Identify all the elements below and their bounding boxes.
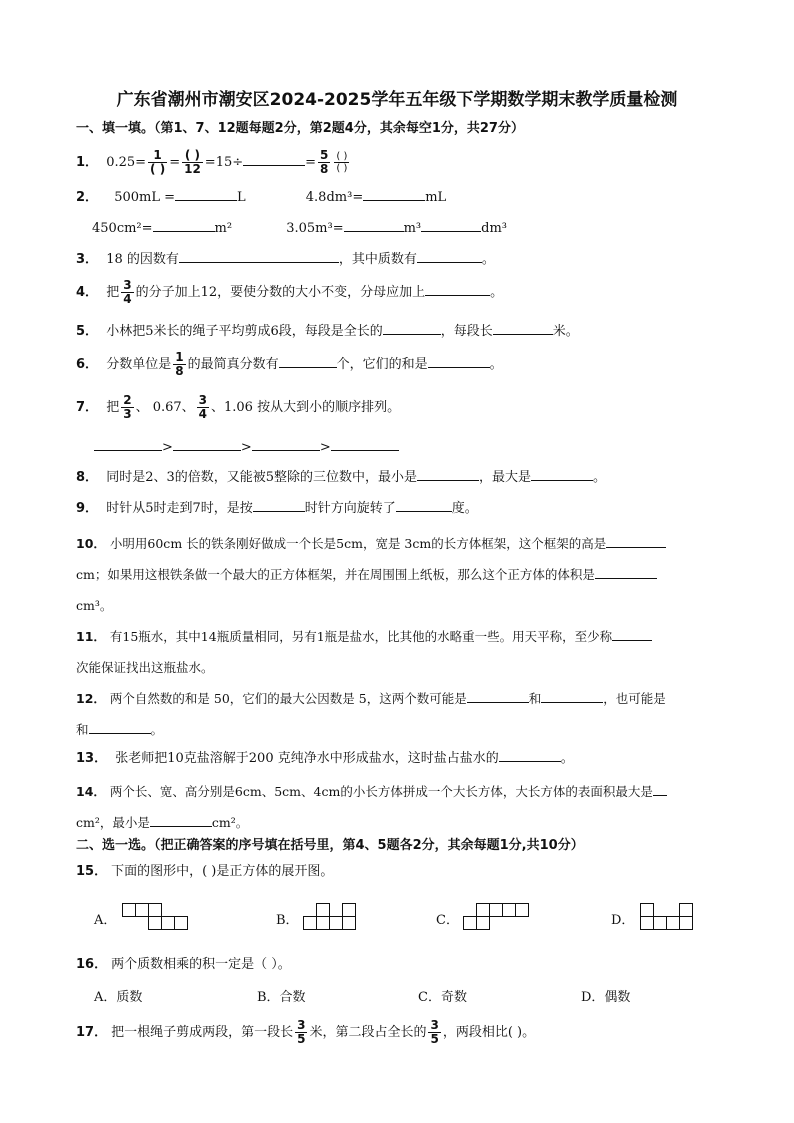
fraction: $\frac{5}{8}$	[320, 148, 329, 176]
answer-blank[interactable]	[531, 466, 593, 481]
question-5: 5． 小林把5米长的绳子平均剪成6段，每段是全长的 ，每段长 米。	[76, 320, 744, 342]
option-label-c[interactable]: C．	[436, 913, 459, 928]
question-14: 14． 两个长、宽、高分别是6cm、5cm、4cm的小长方体拼成一个大长方体，大长方体的表面积最大是 cm²，最小是 cm²。	[76, 776, 744, 838]
answer-blank[interactable]	[612, 626, 652, 641]
answer-blank[interactable]	[396, 497, 452, 512]
answer-blank[interactable]	[253, 497, 305, 512]
question-number: 4．	[76, 285, 99, 300]
question-9: 9． 时针从5时走到7时，是按 时针方向旋转了 度。	[76, 497, 744, 519]
answer-blank[interactable]	[363, 186, 425, 201]
option-c[interactable]: C．奇数	[418, 990, 467, 1005]
question-number: 16．	[76, 957, 108, 972]
option-label-a[interactable]: A．	[94, 913, 117, 928]
question-number: 5．	[76, 324, 99, 339]
cube-net-b[interactable]	[303, 903, 363, 933]
question-number: 1．	[76, 155, 99, 170]
question-number: 14．	[76, 784, 106, 799]
question-12: 12． 两个自然数的和是 50，它们的最大公因数是 5，这两个数可能是 和 ，也可能是 和 。	[76, 683, 744, 745]
answer-blank[interactable]	[279, 353, 337, 368]
cube-net-d[interactable]	[640, 903, 700, 933]
question-16: 16． 两个质数相乘的积一定是（ ）。	[76, 957, 291, 972]
question-6: 6． 分数单位是 $\frac{1}{8}$ 的最简真分数有 个，它们的和是 。	[76, 350, 503, 378]
question-4: 4． 把 $\frac{3}{4}$ 的分子加上12，要使分数的大小不变，分母应加上 。	[76, 278, 504, 306]
question-15: 15． 下面的图形中，( )是正方体的展开图。	[76, 864, 334, 879]
question-number: 17．	[76, 1025, 108, 1040]
fraction: $\frac{1}{( )}$	[150, 148, 166, 176]
question-number: 8．	[76, 470, 99, 485]
question-number: 13．	[76, 751, 108, 766]
answer-blank[interactable]	[425, 281, 490, 296]
answer-blank[interactable]	[499, 747, 561, 762]
answer-blank[interactable]	[606, 533, 666, 548]
answer-blank[interactable]	[595, 564, 657, 579]
answer-blank[interactable]	[421, 217, 481, 232]
option-b[interactable]: B．合数	[257, 990, 306, 1005]
question-number: 15．	[76, 864, 108, 879]
answer-blank[interactable]	[383, 320, 441, 335]
question-number: 3．	[76, 252, 99, 267]
question-number: 10．	[76, 536, 106, 551]
question-7-answer-line: > > >	[94, 436, 744, 458]
section-1-heading: 一、填一填。（第1、7、12题每题2分，第2题4分，其余每空1分，共27分）	[76, 121, 524, 136]
answer-blank[interactable]	[417, 466, 479, 481]
answer-blank[interactable]	[428, 353, 490, 368]
page-title: 广东省潮州市潮安区2024-2025学年五年级下学期数学期末教学质量检测	[116, 90, 678, 110]
question-13: 13． 张老师把10克盐溶解于200 克纯净水中形成盐水，这时盐占盐水的 。	[76, 747, 744, 769]
answer-blank[interactable]	[153, 217, 215, 232]
section-2-heading: 二、选一选。（把正确答案的序号填在括号里，第4、5题各2分，其余每题1分,共10分）	[76, 838, 584, 853]
answer-blank[interactable]	[243, 151, 305, 166]
question-8: 8． 同时是2、3的倍数，又能被5整除的三位数中，最小是 ，最大是 。	[76, 466, 744, 488]
option-a[interactable]: A．质数	[94, 990, 143, 1005]
question-2: 2． 500mL = L 4.8dm³= mL	[76, 186, 744, 208]
cube-net-a[interactable]	[122, 903, 192, 933]
answer-blank[interactable]	[175, 186, 237, 201]
answer-blank[interactable]	[541, 688, 603, 703]
fraction: $\frac{2}{3}$	[123, 393, 132, 421]
answer-blank[interactable]	[493, 320, 553, 335]
answer-blank[interactable]	[179, 248, 339, 263]
answer-blank[interactable]	[467, 688, 529, 703]
question-number: 7．	[76, 400, 99, 415]
fraction: $\frac{1}{8}$	[175, 350, 184, 378]
fraction: $\frac{3}{5}$	[297, 1018, 306, 1046]
question-3: 3． 18 的因数有 ，其中质数有 。	[76, 248, 744, 270]
fraction: $\frac{( )}{12}$	[184, 148, 201, 176]
answer-blank[interactable]	[150, 812, 212, 827]
question-number: 6．	[76, 357, 99, 372]
option-label-b[interactable]: B．	[276, 913, 299, 928]
question-17: 17． 把一根绳子剪成两段，第一段长 $\frac{3}{5}$ 米，第二段占全长的 $\frac{3}{5}$ ，两段相比( )。	[76, 1018, 536, 1046]
fraction: $\frac{3}{4}$	[198, 393, 207, 421]
cube-net-c[interactable]	[463, 903, 535, 933]
answer-blank[interactable]	[94, 436, 162, 451]
fraction: $\frac{3}{5}$	[430, 1018, 439, 1046]
question-number: 11．	[76, 629, 106, 644]
answer-blank[interactable]	[173, 436, 241, 451]
answer-blank[interactable]	[653, 781, 667, 796]
answer-blank[interactable]	[331, 436, 399, 451]
question-1: 1． 0.25= $\frac{1}{( )}$ = $\frac{( )}{12}$ =15÷ = $\frac{5}{8}$ $\frac{( )}{( )}$	[76, 148, 348, 176]
option-label-d[interactable]: D．	[611, 913, 635, 928]
answer-blank[interactable]	[89, 719, 151, 734]
answer-blank[interactable]	[252, 436, 320, 451]
question-11: 11． 有15瓶水，其中14瓶质量相同，另有1瓶是盐水，比其他的水略重一些。用天平称，至少称 次能保证找出这瓶盐水。	[76, 621, 744, 683]
question-7: 7． 把 $\frac{2}{3}$ 、 0.67、 $\frac{3}{4}$ 、1.06 按从大到小的顺序排列。	[76, 393, 401, 421]
fraction: $\frac{3}{4}$	[123, 278, 132, 306]
question-2-line-2: 450cm²= m² 3.05m³= m³ dm³	[92, 217, 744, 239]
answer-blank[interactable]	[417, 248, 482, 263]
fraction: $\frac{( )}{( )}$	[336, 151, 348, 174]
answer-blank[interactable]	[344, 217, 404, 232]
question-number: 2．	[76, 190, 99, 205]
question-number: 9．	[76, 501, 99, 516]
question-10: 10． 小明用60cm 长的铁条刚好做成一个长是5cm，宽是 3cm的长方体框架，这个框架的高是 cm；如果用这根铁条做一个最大的正方体框架，并在周围围上纸板，那么这个正方体的体积是 cm³。	[76, 528, 744, 621]
question-number: 12．	[76, 691, 106, 706]
option-d[interactable]: D．偶数	[581, 990, 631, 1005]
